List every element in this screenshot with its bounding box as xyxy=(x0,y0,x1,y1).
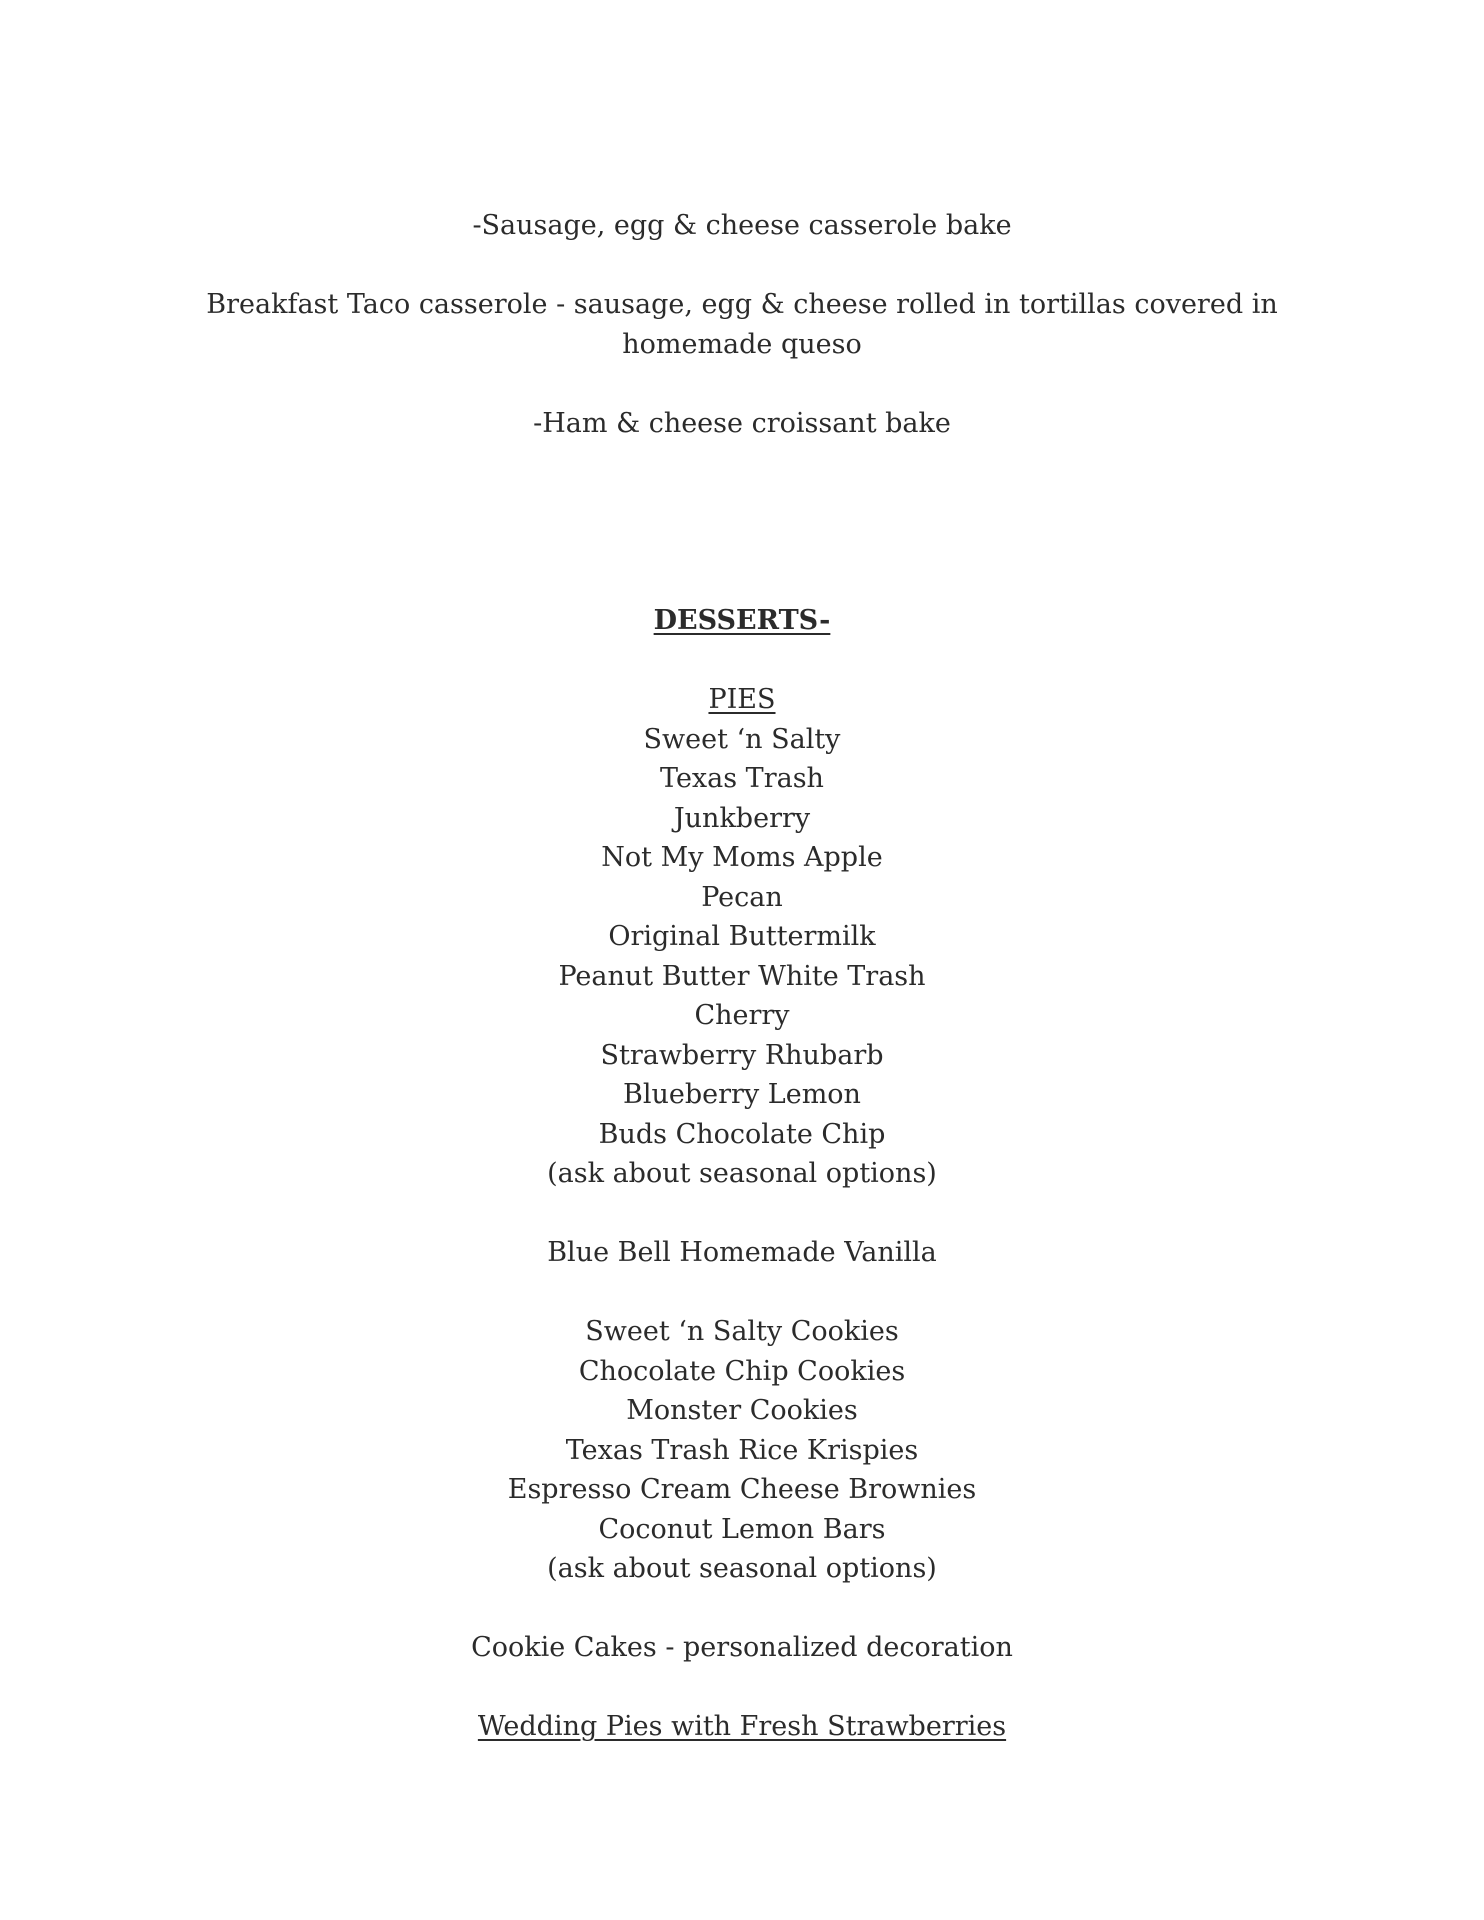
desserts-heading: DESSERTS- xyxy=(653,605,831,636)
cookie-seasonal-note: (ask about seasonal options) xyxy=(547,1553,937,1584)
cookie-item: Sweet ‘n Salty Cookies xyxy=(585,1316,899,1347)
pie-item: Not My Moms Apple xyxy=(601,842,883,873)
pie-item: Sweet ‘n Salty xyxy=(643,723,841,755)
pie-item: Pecan xyxy=(701,881,783,913)
pie-item: Texas Trash xyxy=(660,763,824,794)
wedding-pies-item: Wedding Pies with Fresh Strawberries xyxy=(477,1711,1007,1742)
pie-item: Cherry xyxy=(694,1000,790,1031)
pie-item: Strawberry Rhubarb xyxy=(600,1039,884,1071)
breakfast-item-croissant-bake: -Ham & cheese croissant bake xyxy=(533,407,951,439)
pies-heading: PIES xyxy=(708,684,776,715)
pie-seasonal-note: (ask about seasonal options) xyxy=(547,1158,937,1189)
cookie-item: Texas Trash Rice Krispies xyxy=(565,1434,919,1466)
pie-item: Junkberry xyxy=(673,802,811,834)
pie-item: Peanut Butter White Trash xyxy=(558,960,926,992)
cookie-item: Monster Cookies xyxy=(626,1395,858,1426)
menu-content xyxy=(180,206,1304,1747)
pie-item: Original Buttermilk xyxy=(608,921,876,952)
cookie-item: Espresso Cream Cheese Brownies xyxy=(507,1474,977,1505)
pie-item: Blueberry Lemon xyxy=(623,1079,861,1110)
cookie-cakes-item: Cookie Cakes - personalized decoration xyxy=(471,1632,1013,1663)
ice-cream-item: Blue Bell Homemade Vanilla xyxy=(547,1237,937,1268)
cookie-item: Chocolate Chip Cookies xyxy=(578,1355,906,1387)
pie-item: Buds Chocolate Chip xyxy=(598,1118,886,1150)
cookie-item: Coconut Lemon Bars xyxy=(598,1513,886,1545)
breakfast-item-sausage-casserole: -Sausage, egg & cheese casserole bake xyxy=(472,210,1012,241)
breakfast-item-taco-casserole: Breakfast Taco casserole - sausage, egg & cheese rolled in tortillas covered in homemade queso xyxy=(206,289,1278,360)
